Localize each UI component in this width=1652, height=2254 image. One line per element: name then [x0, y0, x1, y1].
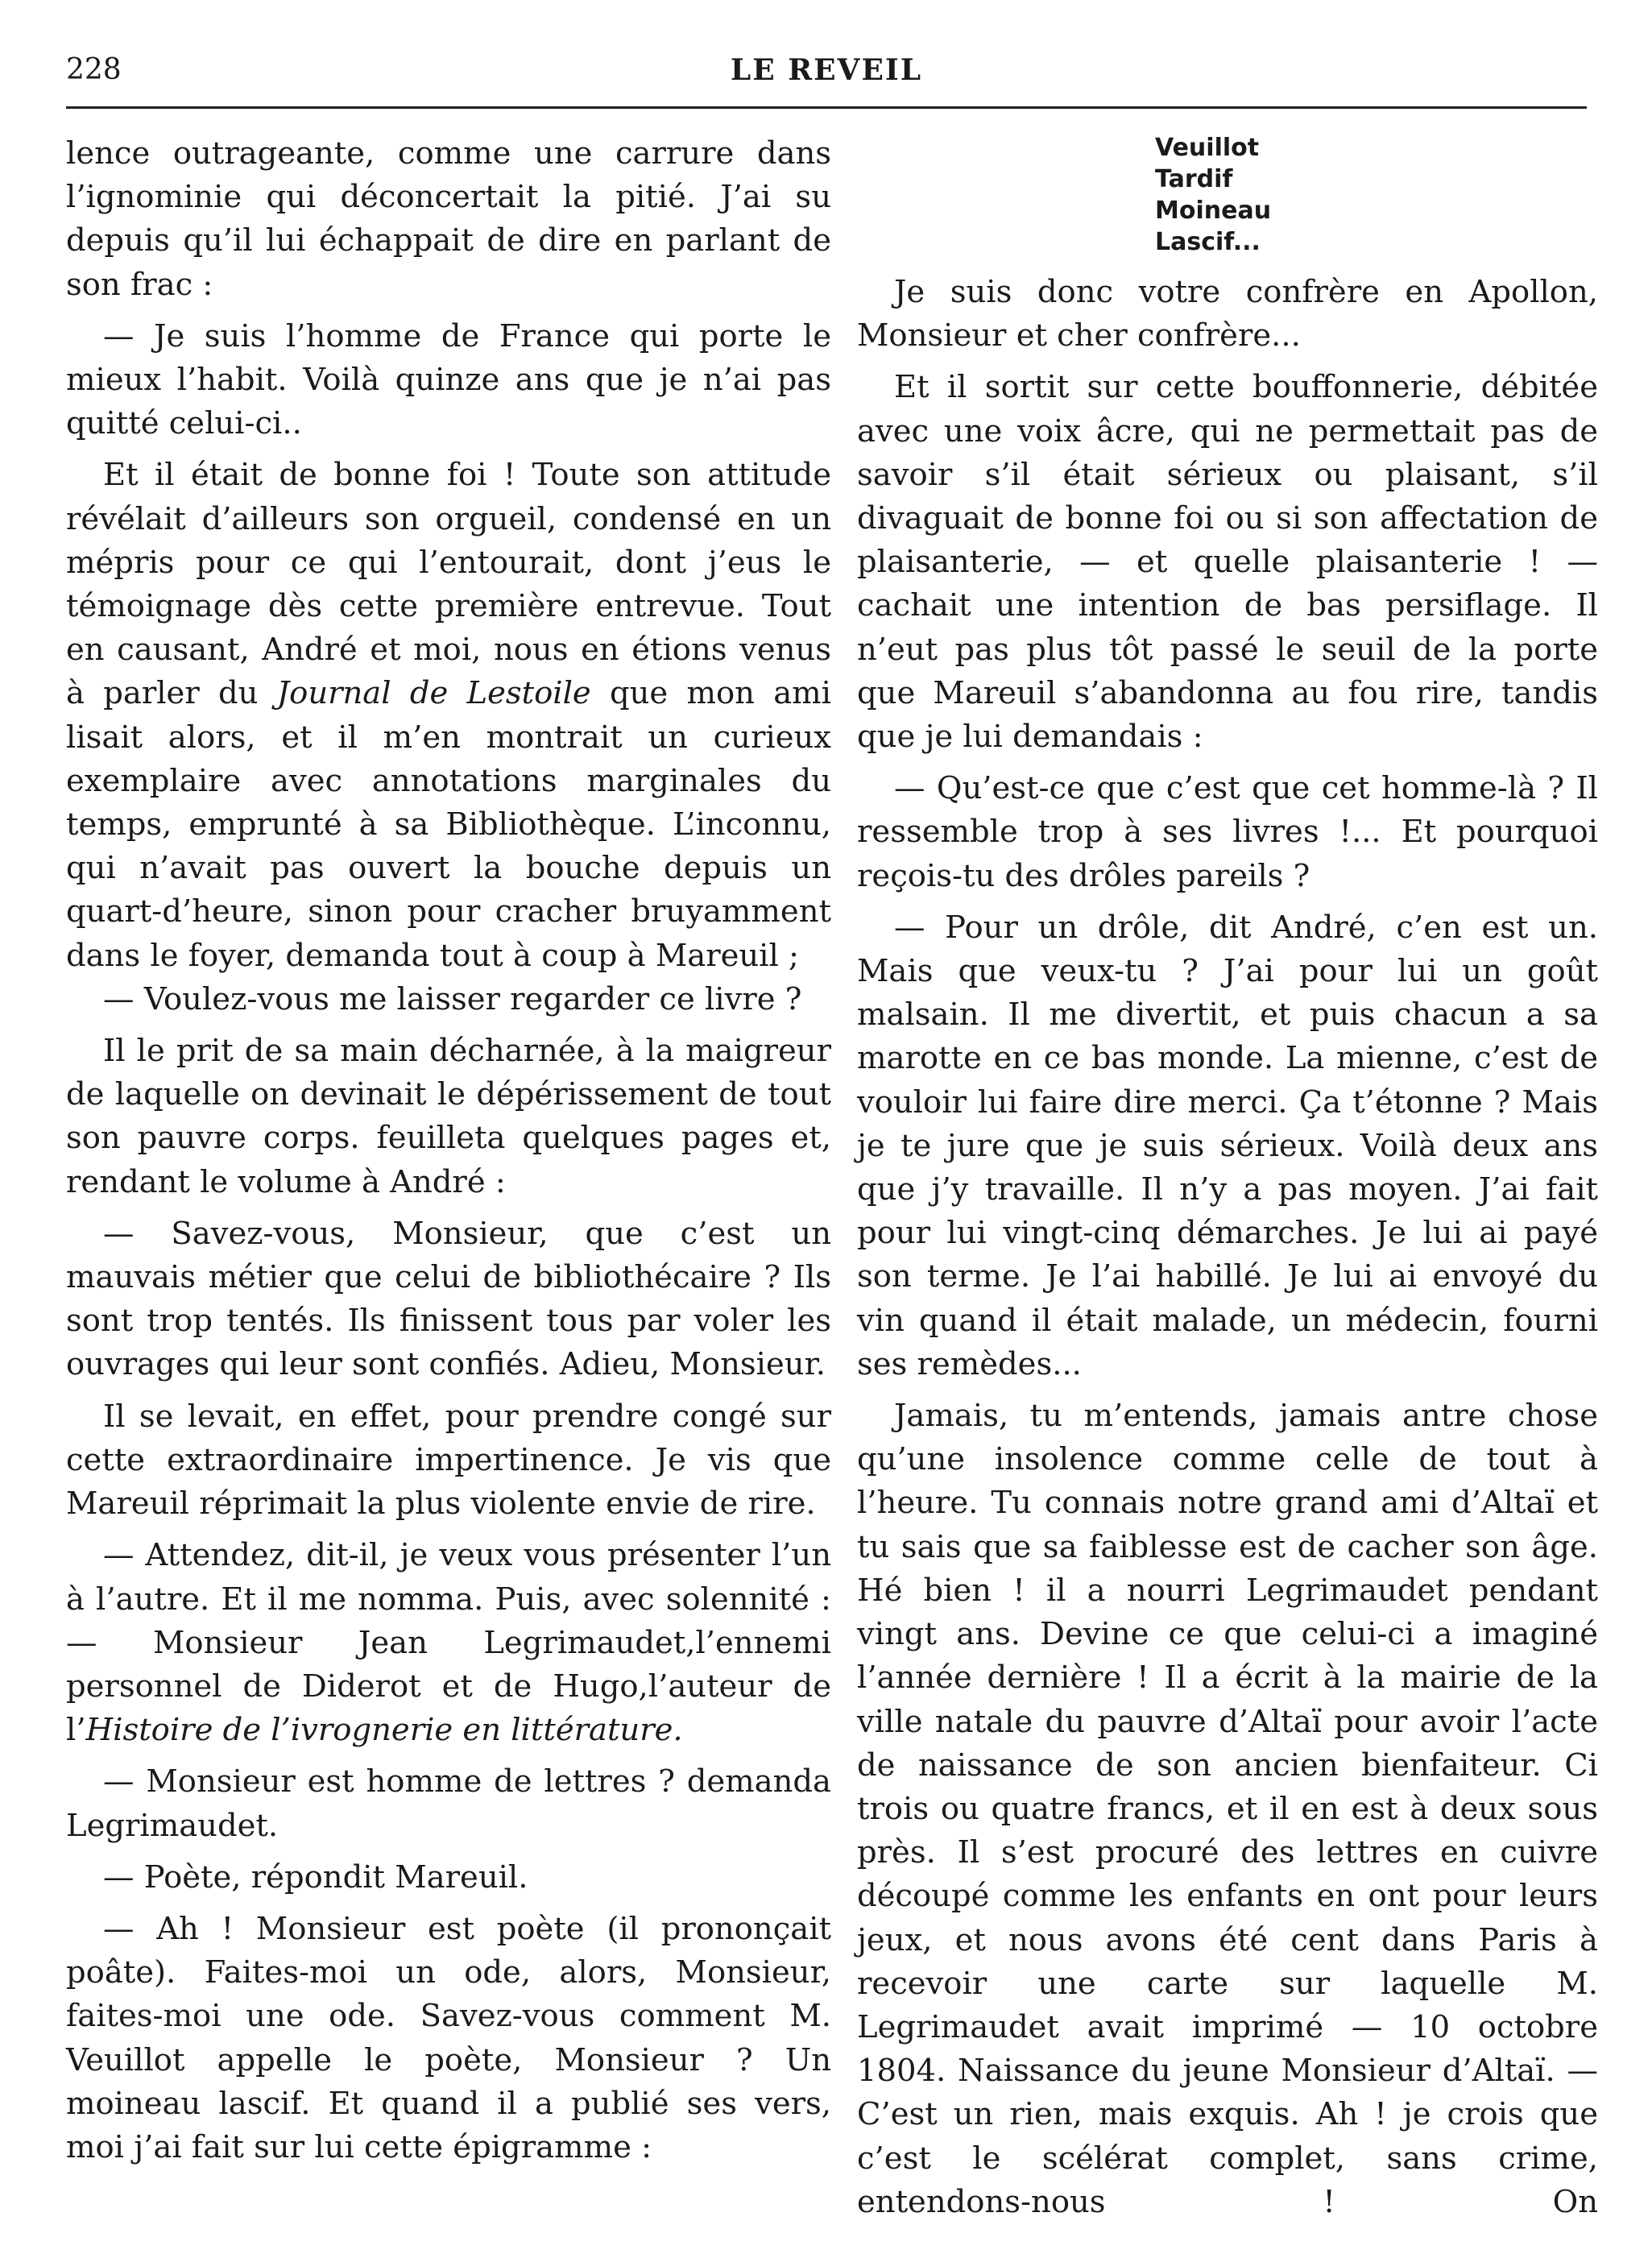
paragraph: — Monsieur est homme de lettres ? demanda Legrimaudet.: [66, 1763, 831, 1844]
page-number: 228: [66, 53, 122, 86]
text-run: que mon ami lisait alors, et il m’en montrait un curieux exemplaire avec annotations marginales du temps, emprunté à sa Bibliothèque. L’inconnu, qui n’avait pas ouvert la bouche depuis un quart-d’heure, sinon pour cracher bruyamment dans le foyer, demanda tout à coup à Mareuil ;: [66, 675, 831, 974]
epigram-line: Tardif: [1155, 165, 1233, 193]
paragraph: lence outrageante, comme une carrure dans l’ignominie qui déconcertait la pitié. J’ai su depuis qu’il lui échappait de dire en parlant de son frac :: [66, 135, 831, 303]
paragraph: Il se levait, en effet, pour prendre congé sur cette extraordinaire impertinence. Je vis que Mareuil réprimait la plus violente envie de rire.: [66, 1398, 831, 1523]
paragraph: Il le prit de sa main décharnée, à la maigreur de laquelle on devinait le dépérissement de tout son pauvre corps. feuilleta quelques pages et, rendant le volume à André :: [66, 1033, 831, 1200]
paragraph: — Voulez-vous me laisser regarder ce livre ?: [103, 980, 802, 1017]
right-column: [857, 132, 1598, 2224]
epigram-line: Moineau: [1155, 197, 1272, 225]
paragraph: [66, 454, 831, 977]
text-run: Et il était de bonne foi ! Toute son attitude révélait d’ailleurs son orgueil, condensé en un mépris pour ce qui l’entourait, dont j’eus le témoignage dès cette première entrevue. Tout en causant, André et moi, nous en étions venus à parler du: [66, 457, 831, 712]
paragraph: — Pour un drôle, dit André, c’en est un. Mais que veux-tu ? J’ai pour lui un goût malsain. Il me divertit, et puis chacun a sa marotte en ce bas monde. La mienne, c’est de vouloir lui faire dire merci. Ça t’étonne ? Mais je te jure que je suis sérieux. Voilà deux ans que j’y travaille. Il n’y a pas moyen. J’ai fait pour lui vingt-cinq démarches. Je lui ai payé son terme. Je l’ai habillé. Je lui ai envoyé du vin quand il était malade, un médecin, fourni ses remèdes...: [857, 909, 1598, 1382]
epigram-line: Lascif...: [1155, 228, 1261, 256]
running-title: LE REVEIL: [730, 53, 923, 87]
paragraph: — Qu’est-ce que c’est que cet homme-là ? Il ressemble trop à ses livres !... Et pourquoi reçois-tu des drôles pareils ?: [857, 770, 1598, 894]
paragraph: [66, 1534, 831, 1752]
header-rule: [66, 106, 1587, 109]
book-title: Histoire de l’ivrognerie en littérature.: [85, 1712, 683, 1749]
paragraph: — Ah ! Monsieur est poète (il prononçait poâte). Faites-moi un ode, alors, Monsieur, faites-moi une ode. Savez-vous comment M. Veuillot appelle le poète, Monsieur ? Un moineau lascif. Et quand il a publié ses vers, moi j’ai fait sur lui cette épigramme :: [66, 1910, 831, 2165]
journal-title: Journal de Lestoile: [276, 675, 591, 712]
epigram: [1155, 132, 1598, 258]
paragraph: Je suis donc votre confrère en Apollon, Monsieur et cher confrère...: [857, 274, 1598, 354]
paragraph: Et il sortit sur cette bouffonnerie, débitée avec une voix âcre, qui ne permettait pas de savoir s’il était sérieux ou plaisant, s’il divaguait de bonne foi ou si son affectation de plaisanterie, — et quelle plaisanterie ! — cachait une intention de bas persiflage. Il n’eut pas plus tôt passé le seuil de la porte que Mareuil s’abandonna au fou rire, tandis que je lui demandais :: [857, 369, 1598, 756]
left-column: [66, 132, 831, 2169]
paragraph: Jamais, tu m’entends, jamais antre chose qu’une insolence comme celle de tout à l’heure. Tu connais notre grand ami d’Altaï et tu sais que sa faiblesse est de cacher son âge. Hé bien ! il a nourri Legrimaudet pendant vingt ans. Devine ce que celui-ci a imaginé l’année dernière ! Il a écrit à la mairie de la ville natale du pauvre d’Altaï pour avoir l’acte de naissance de son ancien bienfaiteur. Ci trois ou quatre francs, et il en est à deux sous près. Il s’est procuré des lettres en cuivre découpé comme les enfants en ont pour leurs jeux, et nous avons été cent dans Paris à recevoir une carte sur laquelle M. Legrimaudet avait imprimé — 10 octobre 1804. Naissance du jeune Monsieur d’Altaï. — C’est un rien, mais exquis. Ah ! je crois que c’est le scélérat complet, sans crime, entendons-nous ! On: [857, 1398, 1598, 2220]
paragraph: — Poète, répondit Mareuil.: [103, 1858, 528, 1896]
page-header: [66, 53, 1587, 102]
paragraph: — Savez-vous, Monsieur, que c’est un mauvais métier que celui de bibliothécaire ? Ils sont trop tentés. Ils finissent tous par voler les ouvrages qui leur sont confiés. Adieu, Monsieur.: [66, 1215, 831, 1383]
text-run: — Attendez, dit-il, je veux vous présenter l’un à l’autre. Et il me nomma. Puis, avec solennité : — Monsieur Jean Legrimaudet,l’ennemi personnel de Diderot et de Hugo,l’auteur de l’: [66, 1537, 831, 1749]
paragraph: — Je suis l’homme de France qui porte le mieux l’habit. Voilà quinze ans que je n’ai pas quitté celui-ci..: [66, 317, 831, 442]
epigram-line: Veuillot: [1155, 134, 1260, 162]
